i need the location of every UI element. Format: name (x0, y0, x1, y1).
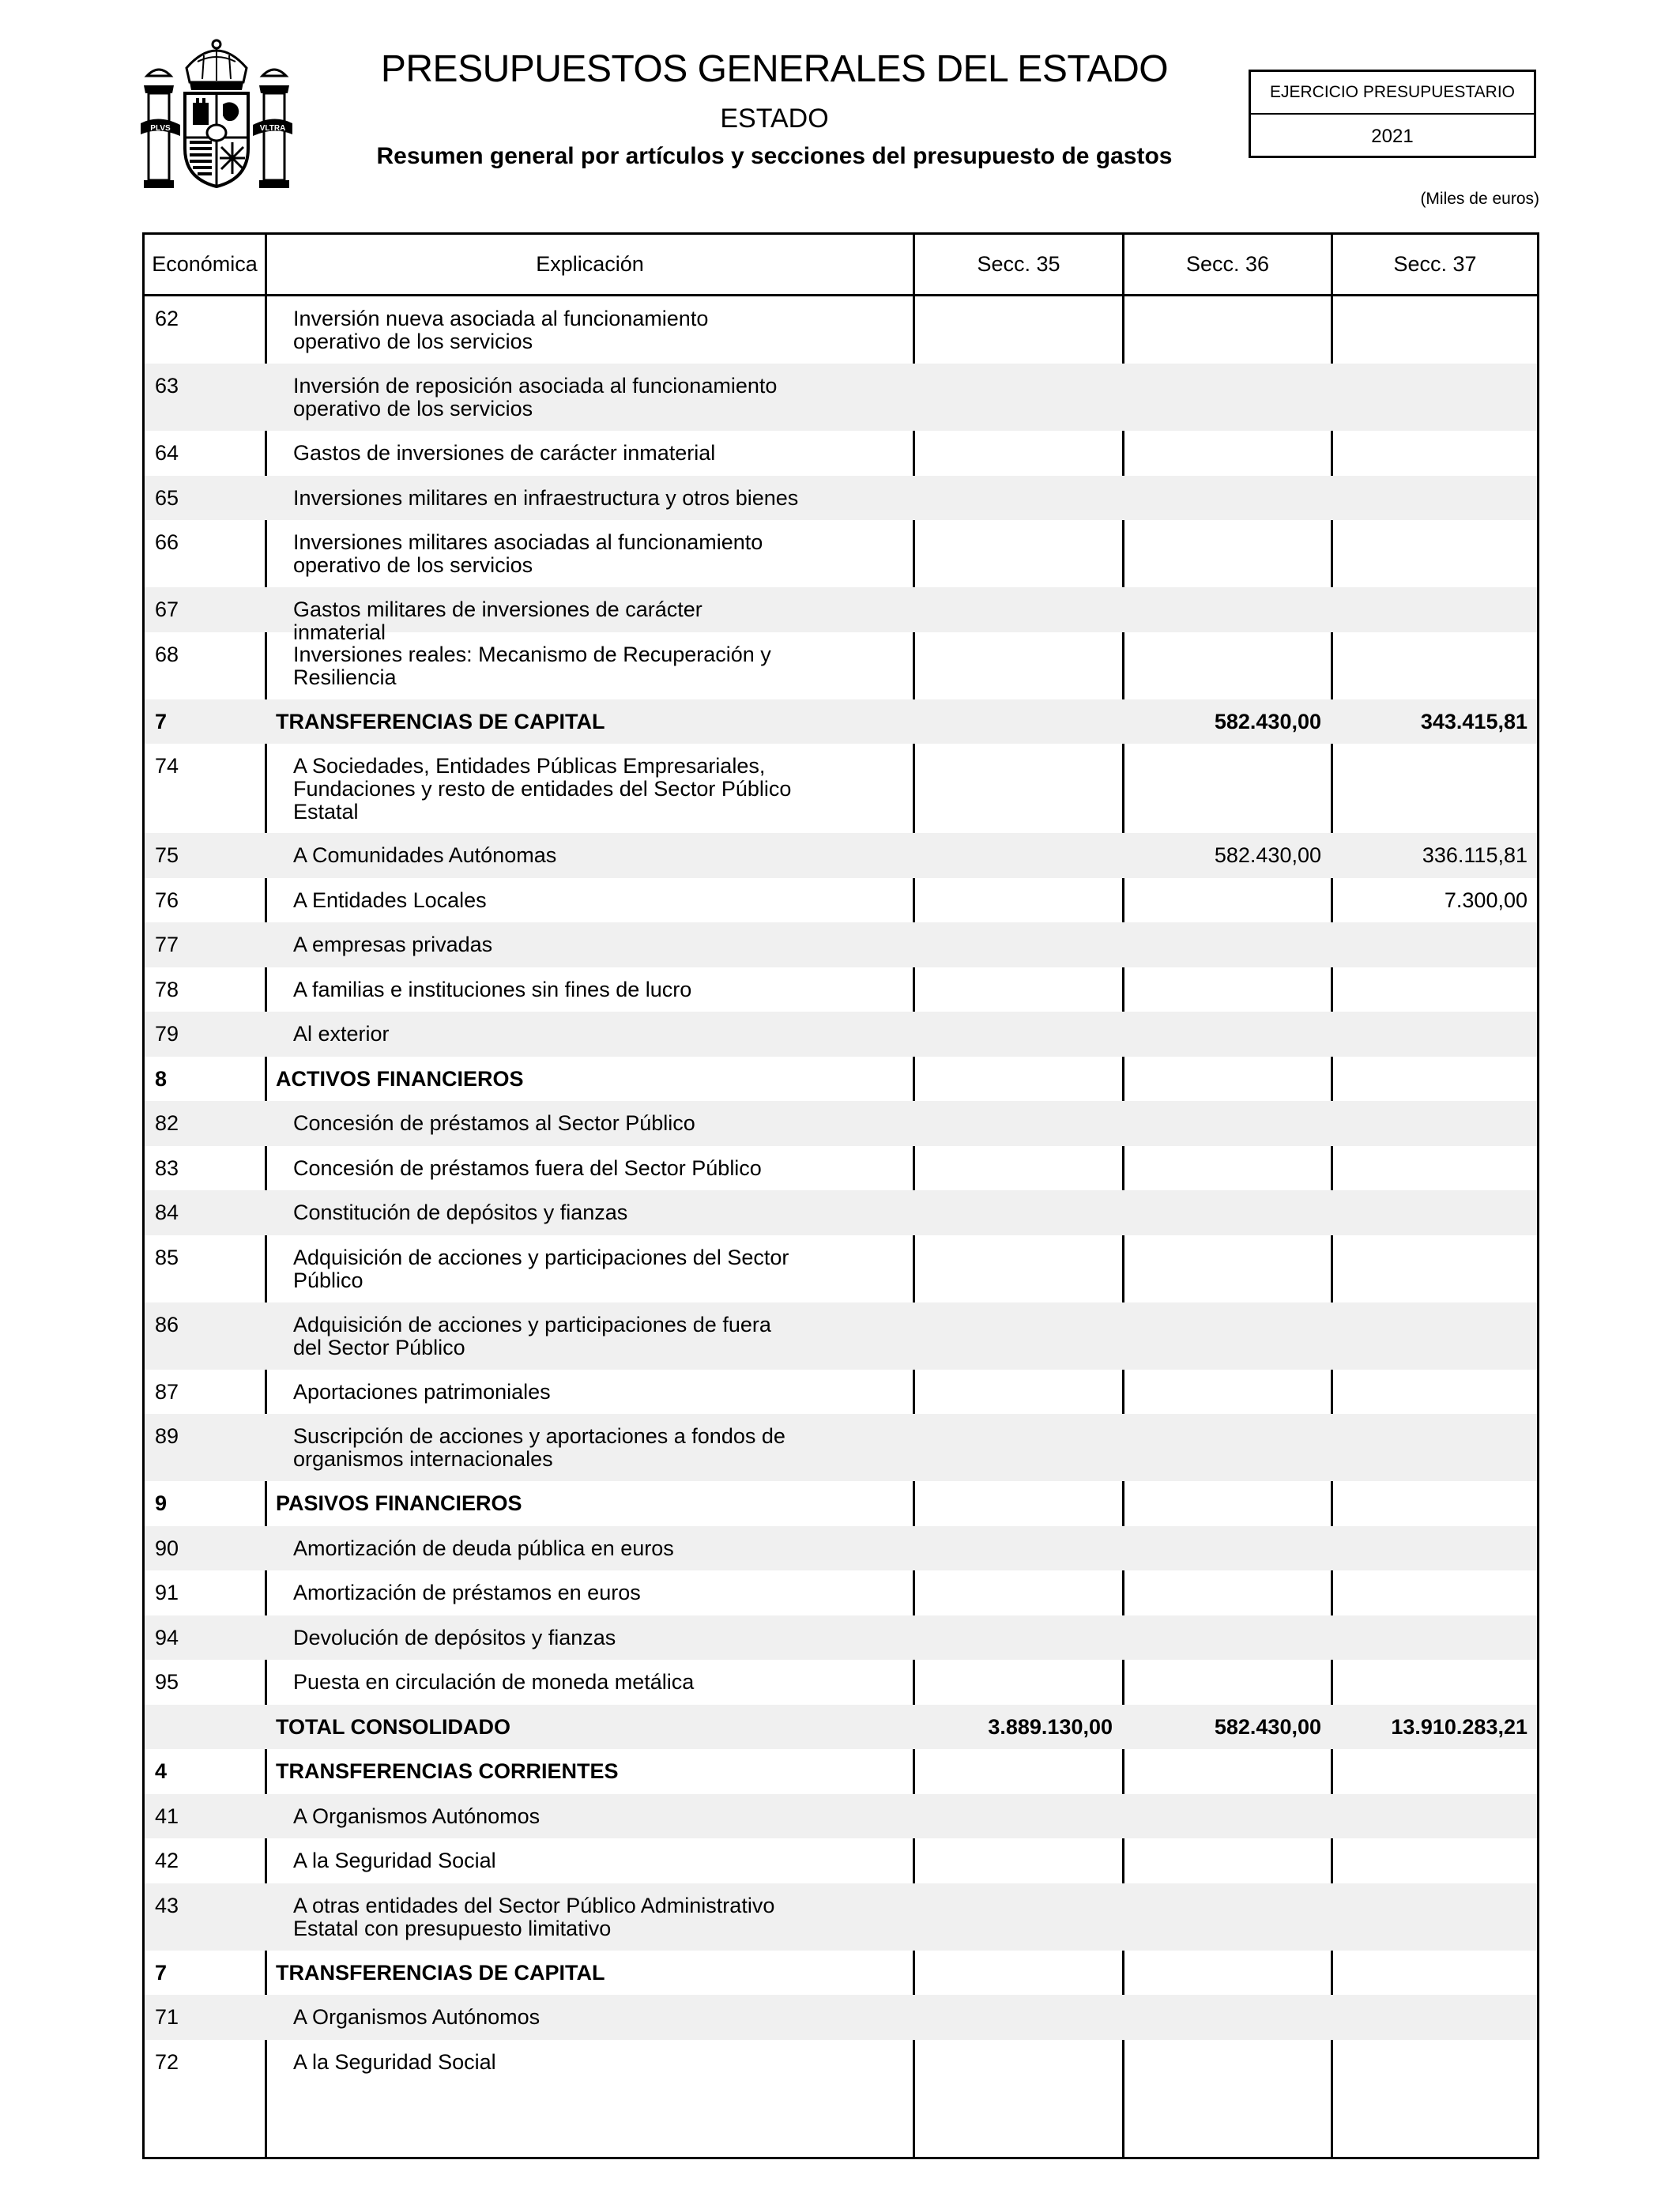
row-description: A familias e instituciones sin fines de lucro (293, 977, 692, 1001)
table-row (145, 878, 1537, 923)
column-header-secc-37: Secc. 37 (1393, 252, 1477, 276)
table-row (145, 1660, 1537, 1705)
row-description: Inversiones militares asociadas al funcionamiento operativo de los servicios (293, 530, 763, 577)
document-header (332, 47, 1217, 172)
table-row (145, 2040, 1537, 2085)
table-row (145, 967, 1537, 1012)
row-description: Concesión de préstamos al Sector Público (293, 1111, 695, 1135)
row-code: 7 (155, 1960, 168, 1985)
row-code: 86 (155, 1312, 179, 1336)
table-row (145, 1794, 1537, 1839)
table-row (145, 1951, 1537, 1996)
row-code: 74 (155, 754, 179, 778)
table-row (145, 296, 1537, 364)
row-description: Aportaciones patrimoniales (293, 1379, 551, 1404)
row-description: Gastos de inversiones de carácter inmaterial (293, 441, 716, 465)
row-code: 82 (155, 1111, 179, 1135)
svg-text:VLTRA: VLTRA (259, 124, 286, 133)
coat-of-arms-of-spain-icon (141, 38, 292, 193)
table-row (145, 1749, 1537, 1794)
table-header (145, 235, 1537, 296)
row-code: 79 (155, 1022, 179, 1046)
row-code: 90 (155, 1536, 179, 1560)
table-row (145, 1705, 1537, 1750)
table-row (145, 1615, 1537, 1661)
fiscal-year-value: 2021 (1371, 125, 1414, 147)
row-description: A Organismos Autónomos (293, 1804, 541, 1828)
table-row (145, 364, 1537, 431)
row-description: Concesión de préstamos fuera del Sector Público (293, 1155, 762, 1180)
table-row (145, 1414, 1537, 1481)
table-row (145, 1101, 1537, 1146)
row-description: A la Seguridad Social (293, 2049, 496, 2074)
row-description: A Entidades Locales (293, 888, 487, 912)
row-description: Amortización de préstamos en euros (293, 1581, 641, 1604)
page-subtitle: ESTADO (720, 104, 829, 134)
units-note: (Miles de euros) (1420, 190, 1539, 208)
row-description: Puesta en circulación de moneda metálica (293, 1670, 695, 1694)
fiscal-year-box (1249, 70, 1536, 158)
row-code: 87 (155, 1379, 179, 1404)
table-row (145, 476, 1537, 521)
row-value-secc-37: 13.910.283,21 (1391, 1714, 1527, 1739)
row-description: Devolución de depósitos y fianzas (293, 1625, 616, 1649)
column-header-secc-35: Secc. 35 (977, 252, 1060, 276)
column-header-secc-36: Secc. 36 (1185, 252, 1270, 276)
row-description: TRANSFERENCIAS CORRIENTES (276, 1759, 619, 1783)
table-row (145, 431, 1537, 476)
row-value-secc-37: 343.415,81 (1420, 709, 1527, 733)
table-row (145, 744, 1537, 833)
row-code: 41 (155, 1804, 179, 1828)
table-row (145, 1838, 1537, 1883)
row-code: 76 (155, 888, 179, 912)
table-row (145, 1883, 1537, 1951)
row-description: A otras entidades del Sector Público Administrativo Estatal con presupuesto limitativo (293, 1893, 775, 1940)
row-description: TRANSFERENCIAS DE CAPITAL (276, 709, 605, 733)
row-description: Adquisición de acciones y participaciones de fuera del Sector Público (293, 1312, 771, 1359)
row-description: Inversiones militares en infraestructura y otros bienes (293, 485, 799, 510)
row-code: 7 (155, 709, 168, 733)
column-header-explicacion: Explicación (536, 252, 644, 276)
budget-table (142, 232, 1539, 2159)
row-code: 77 (155, 933, 179, 956)
row-code: 64 (155, 441, 179, 465)
row-description: Inversión de reposición asociada al funcionamiento operativo de los servicios (293, 374, 778, 420)
row-code: 65 (155, 485, 179, 510)
row-description: Inversión nueva asociada al funcionamiento operativo de los servicios (293, 307, 709, 353)
row-description: Amortización de deuda pública en euros (293, 1536, 674, 1560)
table-row (145, 632, 1537, 699)
row-code: 9 (155, 1491, 168, 1515)
row-description: ACTIVOS FINANCIEROS (276, 1066, 524, 1091)
row-description: A Organismos Autónomos (293, 2005, 541, 2029)
table-row (145, 1012, 1537, 1057)
row-code: 83 (155, 1155, 179, 1180)
row-code: 68 (155, 642, 179, 666)
row-code: 43 (155, 1893, 179, 1917)
table-row (145, 1190, 1537, 1235)
table-body (145, 296, 1537, 2084)
row-code: 95 (155, 1670, 179, 1694)
row-code: 89 (155, 1424, 179, 1448)
row-description: PASIVOS FINANCIEROS (276, 1491, 522, 1515)
row-value-secc-35: 3.889.130,00 (988, 1714, 1113, 1739)
row-description: A empresas privadas (293, 933, 493, 956)
table-row (145, 922, 1537, 967)
page-title: PRESUPUESTOS GENERALES DEL ESTADO (380, 48, 1169, 90)
row-code: 71 (155, 2005, 179, 2029)
row-code: 75 (155, 843, 179, 867)
row-description: Adquisición de acciones y participaciones del Sector Público (293, 1245, 789, 1292)
row-code: 63 (155, 374, 179, 398)
table-row (145, 1570, 1537, 1615)
column-header-economica: Económica (152, 252, 258, 276)
table-row (145, 1302, 1537, 1370)
table-row (145, 520, 1537, 587)
row-code: 4 (155, 1759, 168, 1783)
row-description: TOTAL CONSOLIDADO (276, 1714, 510, 1739)
row-description: TRANSFERENCIAS DE CAPITAL (276, 1960, 605, 1985)
row-value-secc-37: 336.115,81 (1422, 843, 1527, 867)
row-value-secc-36: 582.430,00 (1214, 843, 1321, 867)
row-code: 78 (155, 977, 179, 1001)
table-row (145, 699, 1537, 745)
row-code: 66 (155, 530, 179, 554)
row-description: Suscripción de acciones y aportaciones a fondos de organismos internacionales (293, 1424, 785, 1471)
table-row (145, 1526, 1537, 1571)
table-row (145, 1146, 1537, 1191)
row-code: 67 (155, 598, 179, 621)
row-code: 91 (155, 1581, 179, 1604)
row-description: Constitución de depósitos y fianzas (293, 1201, 628, 1224)
row-description: Inversiones reales: Mecanismo de Recuperación y Resiliencia (293, 642, 771, 689)
row-code: 84 (155, 1201, 179, 1224)
row-description: A la Seguridad Social (293, 1849, 496, 1872)
row-value-secc-36: 582.430,00 (1214, 1714, 1321, 1739)
row-code: 42 (155, 1849, 179, 1872)
row-description: Gastos militares de inversiones de carácter inmaterial (293, 598, 703, 644)
page-description: Resumen general por artículos y secciones del presupuesto de gastos (376, 143, 1173, 169)
row-description: A Comunidades Autónomas (293, 843, 557, 867)
table-row (145, 833, 1537, 878)
row-description: A Sociedades, Entidades Públicas Empresariales, Fundaciones y resto de entidades del Sector Público Estatal (293, 754, 792, 824)
table-row (145, 1057, 1537, 1102)
table-row (145, 1995, 1537, 2040)
table-row (145, 1370, 1537, 1415)
row-code: 8 (155, 1066, 168, 1091)
fiscal-year-label: EJERCICIO PRESUPUESTARIO (1251, 72, 1534, 115)
row-code: 72 (155, 2049, 179, 2074)
row-code: 85 (155, 1245, 179, 1269)
row-description: Al exterior (293, 1022, 390, 1046)
row-value-secc-36: 582.430,00 (1214, 709, 1321, 733)
row-code: 94 (155, 1625, 179, 1649)
svg-text:PLVS: PLVS (150, 124, 171, 133)
table-row (145, 1235, 1537, 1302)
row-value-secc-37: 7.300,00 (1444, 888, 1527, 912)
table-row (145, 1481, 1537, 1526)
row-code: 62 (155, 307, 179, 330)
table-row (145, 587, 1537, 644)
